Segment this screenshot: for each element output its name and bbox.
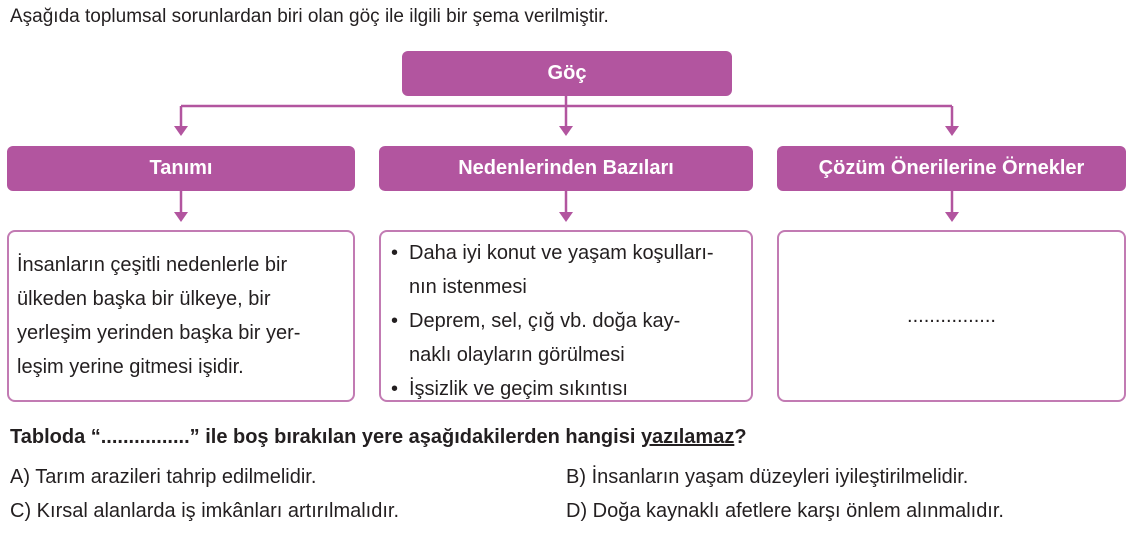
option-text: Kırsal alanlarda iş imkânları artırılmalıdır.	[36, 500, 400, 522]
question-text	[10, 426, 747, 449]
option-c[interactable]	[10, 500, 399, 523]
arrowhead-2	[559, 126, 573, 136]
blank-placeholder: ................	[907, 304, 996, 327]
reason-item	[391, 304, 743, 372]
reasons-box	[379, 230, 753, 402]
root-node: Göç	[402, 51, 732, 96]
solutions-box	[777, 230, 1126, 402]
reason-item	[391, 236, 743, 304]
option-text: Tarım arazileri tahrip edilmelidir.	[35, 466, 317, 488]
option-text: İnsanların yaşam düzeyleri iyileştirilmelidir.	[591, 466, 969, 488]
question-before: Tabloda “................” ile boş bırakılan yere aşağıdakilerden hangisi	[10, 426, 641, 448]
option-label: D)	[566, 500, 588, 522]
arrowhead-3	[945, 126, 959, 136]
definition-line: yerleşim yerinden başka bir yer-	[17, 322, 301, 344]
arrowhead-5	[559, 212, 573, 222]
definition-text	[9, 232, 353, 384]
option-b[interactable]	[566, 466, 968, 489]
definition-line: ülkeden başka bir ülkeye, bir	[17, 288, 271, 310]
reason-line: • Deprem, sel, çığ vb. doğa kay-	[409, 310, 681, 332]
arrowhead-4	[174, 212, 188, 222]
reason-line: naklı olayların görülmesi	[409, 344, 625, 366]
node-reasons: Nedenlerinden Bazıları	[379, 146, 753, 191]
option-label: A)	[10, 466, 30, 488]
option-d[interactable]	[566, 500, 1004, 523]
reason-line: • Daha iyi konut ve yaşam koşulları-	[409, 242, 714, 264]
arrowhead-1	[174, 126, 188, 136]
node-solutions: Çözüm Önerilerine Örnekler	[777, 146, 1126, 191]
arrowhead-6	[945, 212, 959, 222]
reason-item	[391, 372, 743, 406]
intro-text: Aşağıda toplumsal sorunlardan biri olan göç ile ilgili bir şema verilmiştir.	[10, 6, 609, 27]
node-definition: Tanımı	[7, 146, 355, 191]
option-label: B)	[566, 466, 586, 488]
option-a[interactable]	[10, 466, 316, 489]
question-after: ?	[734, 426, 747, 448]
reason-line: • İşsizlik ve geçim sıkıntısı	[409, 378, 628, 400]
reasons-list	[381, 232, 751, 406]
definition-box	[7, 230, 355, 402]
reason-line: nın istenmesi	[409, 276, 527, 298]
definition-line: İnsanların çeşitli nedenlerle bir	[17, 254, 288, 276]
question-emphasis: yazılamaz	[640, 426, 735, 448]
option-text: Doğa kaynaklı afetlere karşı önlem alınmalıdır.	[592, 500, 1004, 522]
definition-line: leşim yerine gitmesi işidir.	[17, 356, 244, 378]
option-label: C)	[10, 500, 32, 522]
